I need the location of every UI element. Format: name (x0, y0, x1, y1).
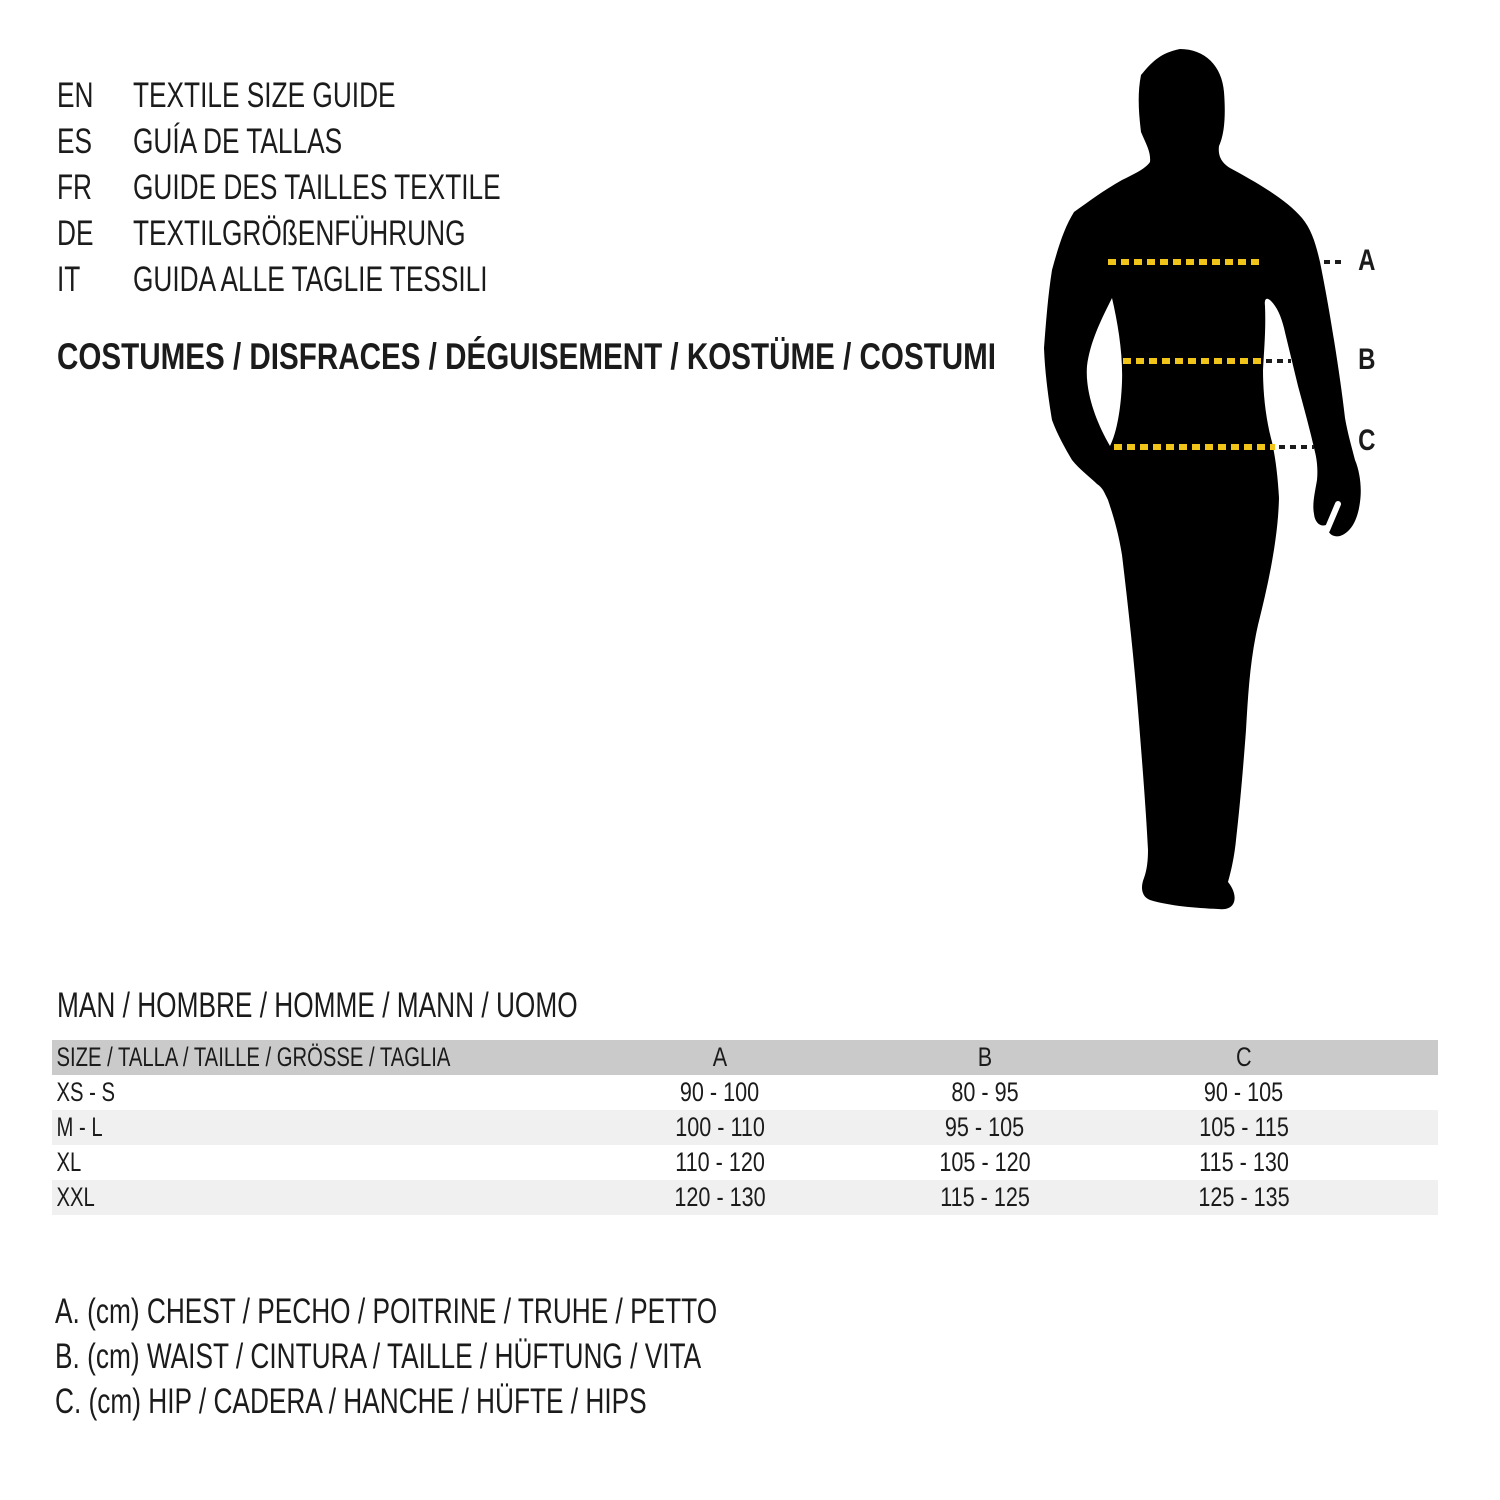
language-code: FR (57, 168, 92, 207)
language-title: GUIDA ALLE TAGLIE TESSILI (133, 260, 488, 299)
hip-range-cell: 105 - 115 (1199, 1112, 1289, 1142)
language-row-it (57, 257, 623, 303)
language-row-de (57, 211, 623, 257)
size-cell: XL (56, 1147, 82, 1177)
language-title: TEXTILGRÖßENFÜHRUNG (133, 214, 466, 253)
man-silhouette (1044, 49, 1361, 909)
table-row-m-l (52, 1110, 1438, 1145)
language-title: TEXTILE SIZE GUIDE (133, 76, 396, 115)
chest-range-cell: 110 - 120 (675, 1147, 765, 1177)
size-table-header-size: SIZE / TALLA / TAILLE / GRÖSSE / TAGLIA (56, 1042, 451, 1072)
language-row-en (57, 73, 623, 119)
size-cell: XS - S (56, 1077, 116, 1107)
size-table-header-row (52, 1040, 1438, 1075)
language-code: EN (57, 76, 94, 115)
table-row-xxl (52, 1180, 1438, 1215)
measure-label-b: B (1358, 343, 1376, 376)
table-row-xs-s (52, 1075, 1438, 1110)
language-code: ES (57, 122, 93, 161)
waist-range-cell: 80 - 95 (951, 1077, 1019, 1107)
language-row-es (57, 119, 623, 165)
size-table-header-b: B (977, 1042, 993, 1072)
chest-range-cell: 100 - 110 (675, 1112, 765, 1142)
language-title: GUIDE DES TAILLES TEXTILE (133, 168, 501, 207)
size-table-header-c: C (1236, 1042, 1252, 1072)
hip-range-cell: 125 - 135 (1198, 1182, 1290, 1212)
language-row-fr (57, 165, 623, 211)
language-code: IT (57, 260, 81, 299)
section-heading-man: MAN / HOMBRE / HOMME / MANN / UOMO (57, 986, 578, 1025)
waist-range-cell: 105 - 120 (939, 1147, 1031, 1177)
hip-range-cell: 90 - 105 (1204, 1077, 1284, 1107)
man-silhouette-figure (1000, 40, 1460, 960)
language-code: DE (57, 214, 94, 253)
measure-label-a: A (1358, 244, 1376, 277)
measure-label-c: C (1358, 424, 1376, 457)
category-line: COSTUMES / DISFRACES / DÉGUISEMENT / KOSTÜME / COSTUMI (57, 336, 997, 377)
note-hip: C. (cm) HIP / CADERA / HANCHE / HÜFTE / HIPS (55, 1382, 647, 1421)
chest-range-cell: 120 - 130 (674, 1182, 766, 1212)
hip-range-cell: 115 - 130 (1199, 1147, 1289, 1177)
waist-range-cell: 95 - 105 (945, 1112, 1025, 1142)
size-table-header-fill (1373, 1040, 1438, 1075)
waist-range-cell: 115 - 125 (940, 1182, 1030, 1212)
size-cell: M - L (56, 1112, 103, 1142)
note-waist: B. (cm) WAIST / CINTURA / TAILLE / HÜFTUNG / VITA (55, 1337, 702, 1376)
language-list (57, 73, 623, 303)
size-table-header-a: A (712, 1042, 728, 1072)
size-table (52, 1040, 1438, 1215)
language-title: GUÍA DE TALLAS (133, 122, 343, 161)
note-chest: A. (cm) CHEST / PECHO / POITRINE / TRUHE / PETTO (55, 1292, 718, 1331)
size-cell: XXL (56, 1182, 95, 1212)
measure-notes (55, 1289, 938, 1424)
chest-range-cell: 90 - 100 (680, 1077, 760, 1107)
table-row-xl (52, 1145, 1438, 1180)
